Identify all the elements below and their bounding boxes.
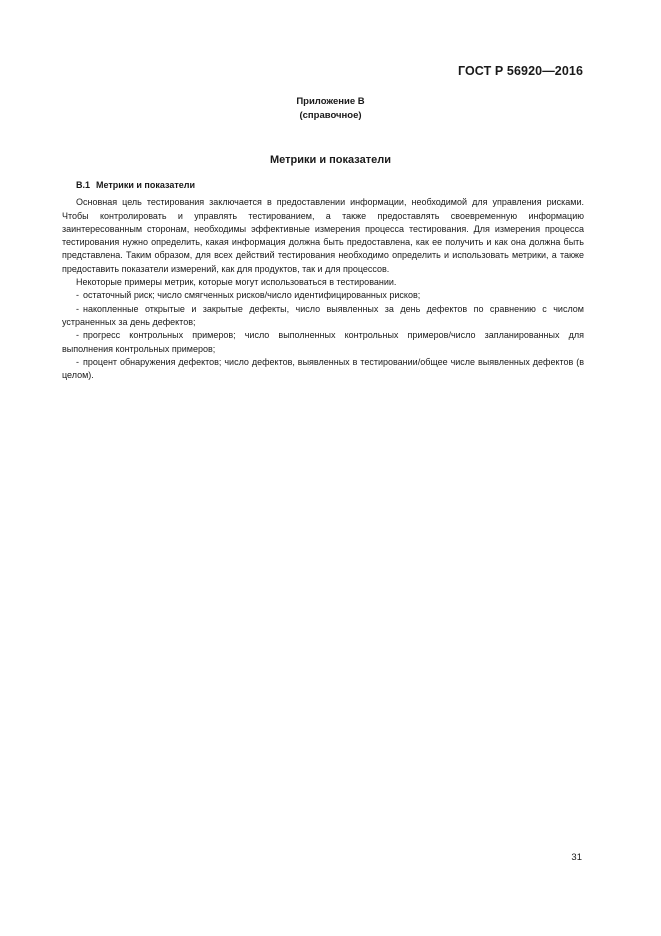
list-item [62, 303, 584, 330]
list-marker: - [76, 356, 79, 367]
list-marker: - [76, 303, 79, 314]
section-title: Метрики и показатели [270, 154, 391, 166]
annex-type: (справочное) [299, 110, 362, 121]
list-item [62, 356, 584, 383]
annex-heading [0, 95, 661, 123]
standard-designation: ГОСТ Р 56920—2016 [457, 64, 583, 78]
paragraph: Некоторые примеры метрик, которые могут использоваться в тестировании. [76, 277, 397, 288]
subsection-number: В.1 [76, 180, 91, 190]
subsection-title: Метрики и показатели [96, 180, 195, 190]
list-item-text: прогресс контрольных примеров; число выполненных контрольных примеров/число запланированных для выполнения контрольных примеров; [62, 330, 584, 354]
list-item-text: остаточный риск; число смягченных рисков/число идентифицированных рисков; [83, 290, 421, 301]
subsection-heading [76, 179, 584, 192]
page-number: 31 [571, 852, 582, 863]
document-body [62, 179, 584, 382]
list-marker: - [76, 290, 79, 301]
list-marker: - [76, 330, 79, 341]
list-item-text: накопленные открытые и закрытые дефекты, число выявленных за день дефектов по сравнению с числом устраненных за день дефектов; [62, 303, 584, 327]
list-item [62, 289, 584, 302]
annex-title: Приложение В [296, 96, 365, 107]
paragraph: Основная цель тестирования заключается в предоставлении информации, необходимой для управления рисками. Чтобы контролировать и управлять тестированием, а также предоставлять своевременную информацию заинтересованным сторонам, необходимы эффективные измерения процесса тестирования. Для измерения процесса тестирования нужно определить, какая информация должна быть предоставлена, как ее получить и как она должна быть представлена. Таким образом, для всех действий тестирования необходимо определить и использовать метрики, а также предоставить показатели измерений, как для продуктов, так и для процессов. [62, 197, 584, 274]
list-item [62, 329, 584, 356]
list-item-text: процент обнаружения дефектов; число дефектов, выявленных в тестировании/общее числе выявленных дефектов (в целом). [62, 356, 584, 381]
